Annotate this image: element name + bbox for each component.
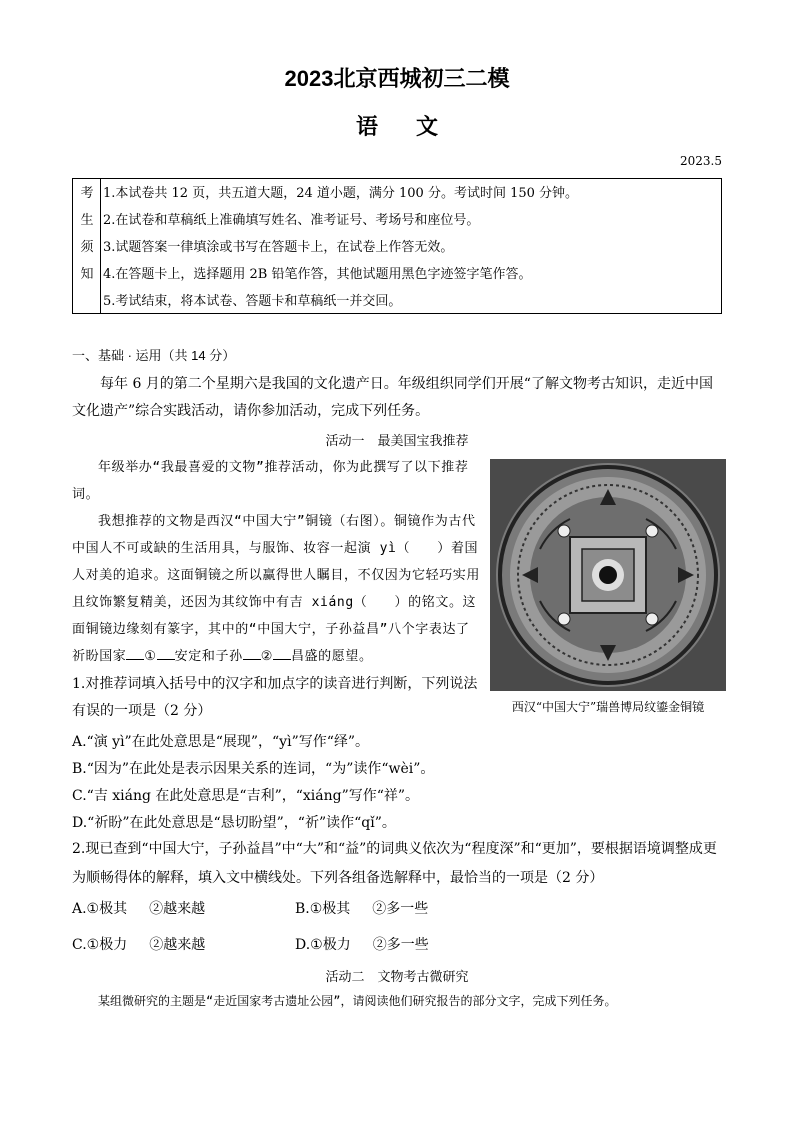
q1-option-c: C.“吉 xiáng 在此处意思是“吉利”，“xiáng”写作“祥”。: [72, 788, 420, 804]
essay-text: 我想推荐的文物是西汉“中国大宁”铜镜（右图）。铜镜作为古代中国人不可或缺的生活用具，与服饰、妆容一起演 yì（ ）着国人对美的追求。这面铜镜之所以赢得世人瞩目，不仅因为它轻巧实用且纹饰繁复精美，还因为其纹饰中有吉 xiáng（ ）的铭文。这面铜镜边缘刻有篆字，其中的“中国大宁，子孙益昌”八个字表达了祈盼国家: [72, 514, 481, 664]
question-1-stem: 1.对推荐词填入括号中的汉字和加点字的读音进行判断，下列说法有误的一项是（2 分）: [72, 676, 478, 719]
blank-line: [126, 647, 144, 660]
q1-option-d: D.“祈盼”在此处意思是“恳切盼望”，“祈”读作“qǐ”。: [72, 815, 396, 831]
subject-title: 语文: [355, 114, 476, 140]
blank-marker: ①: [144, 649, 157, 664]
notice-line: 5.考试结束，将本试卷、答题卡和草稿纸一并交回。: [103, 294, 402, 309]
recommendation-essay: [72, 454, 480, 670]
bronze-mirror-image: [490, 459, 726, 691]
question-2-stem: 2.现已查到“中国大宁，子孙益昌”中“大”和“益”的词典义依次为“程度深”和“更加”，要根据语境调整成更为顺畅得体的解释，填入文中横线处。下列各组备选解释中，最恰当的一项是（2 分）: [72, 841, 717, 886]
q2-option-d: [295, 934, 429, 954]
q2-option-part: C.①极力: [72, 937, 128, 953]
exam-date: 2023.5: [680, 154, 722, 168]
notice-line: 4.在答题卡上，选择题用 2B 铅笔作答，其他试题用黑色字迹签字笔作答。: [103, 267, 532, 282]
notice-side-char: 考: [80, 186, 94, 201]
q2-option-a: [72, 898, 205, 918]
blank-marker: ②: [260, 649, 273, 664]
section-intro: 每年 6 月的第二个星期六是我国的文化遗产日。年级组织同学们开展“了解文物考古知识，走近中国文化遗产”综合实践活动，请你参加活动，完成下列任务。: [72, 376, 713, 419]
q2-option-part: ②多一些: [372, 937, 429, 953]
notice-side-char: 生: [80, 213, 94, 228]
notice-side-char: 须: [80, 240, 94, 255]
q2-option-part: A.①极其: [72, 901, 128, 917]
image-caption: 西汉“中国大宁”瑞兽博局纹鎏金铜镜: [511, 700, 705, 714]
q2-option-part: ②多一些: [372, 901, 429, 917]
q2-option-part: ②越来越: [149, 937, 206, 953]
q2-option-c: [72, 934, 205, 954]
activity-two-title: 活动二 文物考古微研究: [325, 970, 469, 985]
page-title: 2023北京西城初三二模: [284, 66, 510, 91]
notice-box: [72, 178, 722, 314]
blank-line: [157, 647, 175, 660]
q1-option-a: A.“演 yì”在此处意思是“展现”，“yì”写作“绎”。: [72, 734, 370, 750]
notice-line: 1.本试卷共 12 页，共五道大题，24 道小题，满分 100 分。考试时间 150 分钟。: [103, 186, 579, 201]
notice-side-char: 知: [80, 267, 94, 282]
section-heading: 一、基础 · 运用（共 14 分）: [72, 348, 236, 363]
blank-line: [243, 647, 261, 660]
essay-text: 安定和子孙: [174, 649, 243, 664]
mirror-illustration: [490, 459, 726, 691]
essay-paragraph: 年级举办“我最喜爱的文物”推荐活动，你为此撰写了以下推荐词。: [72, 460, 469, 502]
activity-one-title: 活动一 最美国宝我推荐: [325, 434, 469, 449]
essay-text: 昌盛的愿望。: [290, 649, 373, 664]
activity-two-text: 某组微研究的主题是“走近国家考古遗址公园”，请阅读他们研究报告的部分文字，完成下列任务。: [98, 994, 617, 1008]
q2-option-b: [295, 898, 428, 918]
q2-option-part: ②越来越: [149, 901, 206, 917]
notice-line: 3.试题答案一律填涂或书写在答题卡上，在试卷上作答无效。: [103, 240, 454, 255]
notice-side-label: [73, 179, 101, 313]
q2-option-part: B.①极其: [295, 901, 351, 917]
essay-paragraph: [72, 508, 480, 670]
blank-line: [273, 647, 291, 660]
q2-option-part: D.①极力: [295, 937, 351, 953]
q1-option-b: B.“因为”在此处是表示因果关系的连词，“为”读作“wèi”。: [72, 761, 435, 777]
notice-line: 2.在试卷和草稿纸上准确填写姓名、准考证号、考场号和座位号。: [103, 213, 480, 228]
